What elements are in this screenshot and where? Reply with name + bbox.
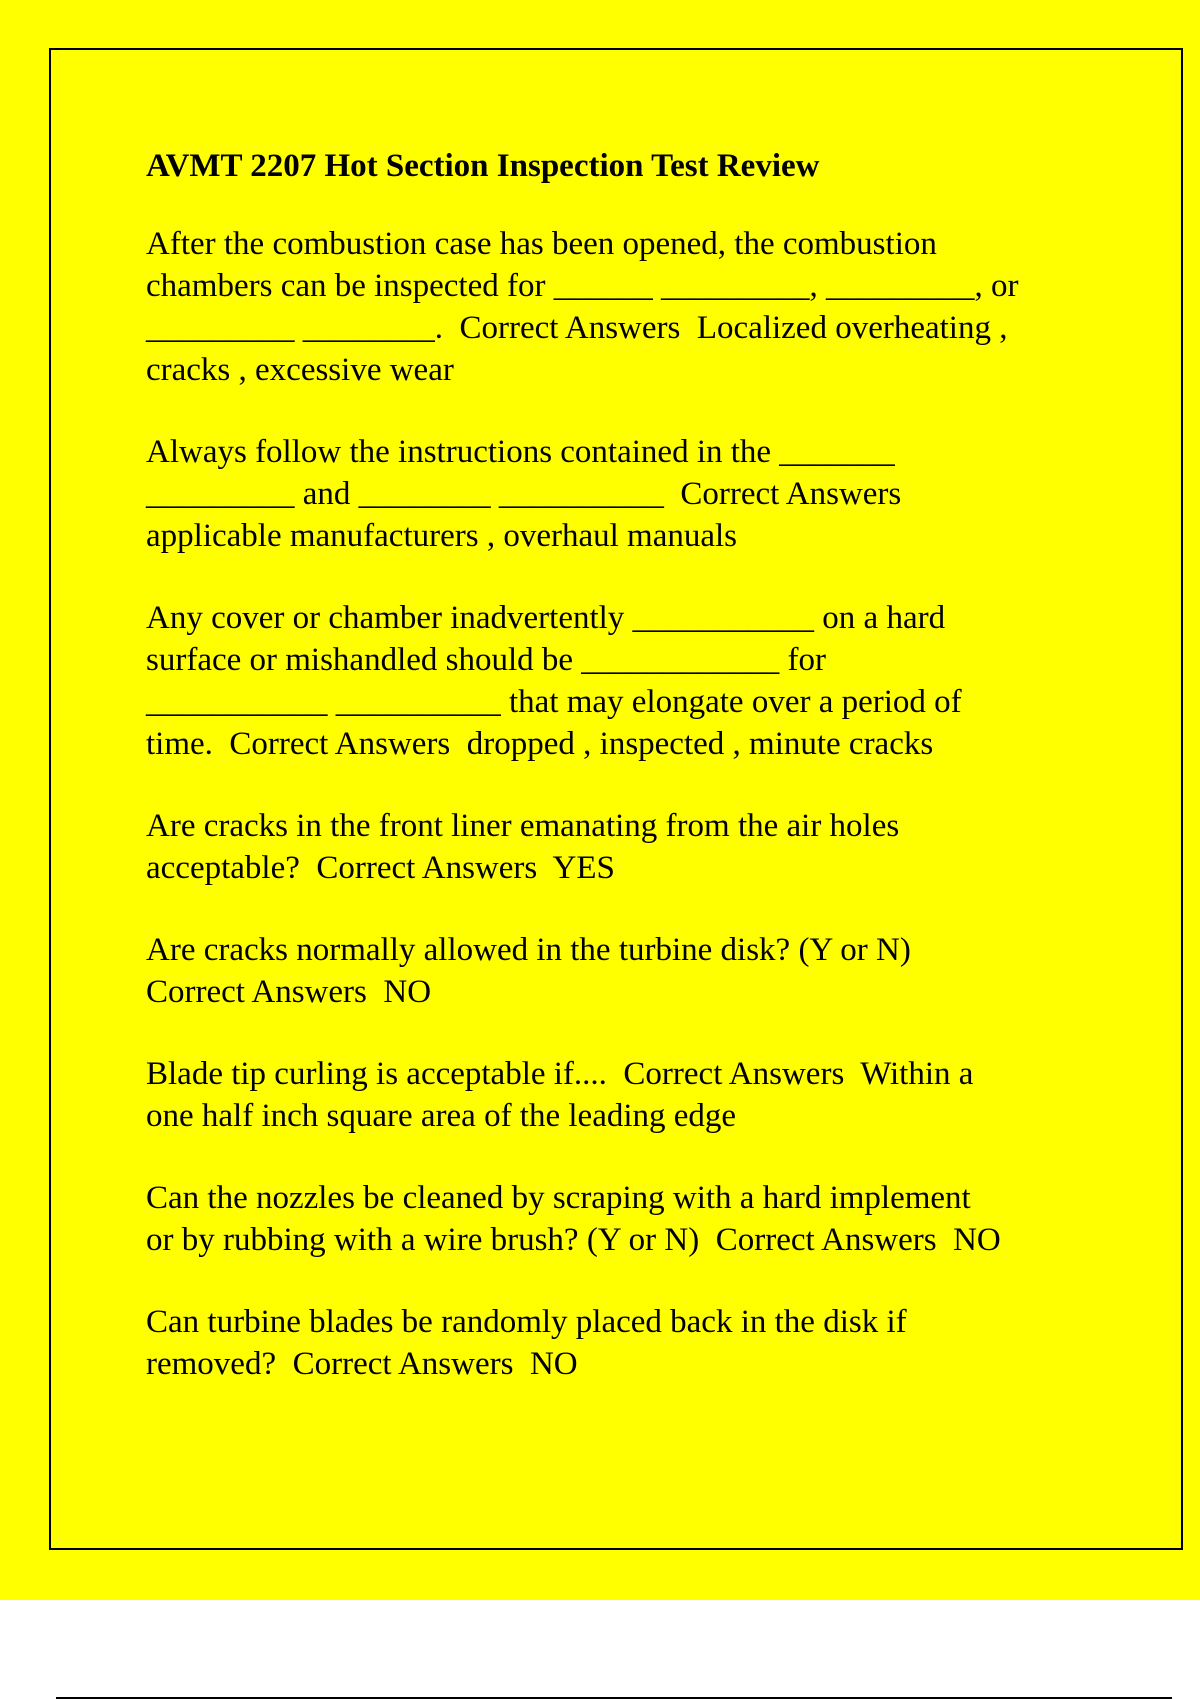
question-line: Can the nozzles be cleaned by scraping with a hard implement <box>146 1180 971 1216</box>
question-line: After the combustion case has been opened, the combustion <box>146 226 937 262</box>
question-line: applicable manufacturers , overhaul manuals <box>146 518 738 554</box>
question-block <box>146 805 1106 889</box>
question-block <box>146 1053 1106 1137</box>
question-line: or by rubbing with a wire brush? (Y or N) Correct Answers NO <box>146 1222 1001 1258</box>
question-line: acceptable? Correct Answers YES <box>146 850 615 886</box>
page-footer-rule <box>56 1697 1172 1699</box>
question-block <box>146 1301 1106 1385</box>
question-line: Are cracks in the front liner emanating from the air holes <box>146 808 900 844</box>
question-line: removed? Correct Answers NO <box>146 1346 578 1382</box>
question-line: chambers can be inspected for ______ _________, _________, or <box>146 268 1019 304</box>
question-line: Can turbine blades be randomly placed back in the disk if <box>146 1304 907 1340</box>
question-line: Correct Answers NO <box>146 974 432 1010</box>
question-line: _________ ________. Correct Answers Localized overheating , <box>146 310 1008 346</box>
question-line: Always follow the instructions contained in the _______ <box>146 434 895 470</box>
question-block <box>146 597 1106 765</box>
question-line: surface or mishandled should be ____________ for <box>146 642 827 678</box>
question-line: time. Correct Answers dropped , inspected , minute cracks <box>146 726 934 762</box>
question-line: Blade tip curling is acceptable if.... Correct Answers Within a <box>146 1056 974 1092</box>
document-title: AVMT 2207 Hot Section Inspection Test Review <box>146 148 820 184</box>
question-line: _________ and ________ __________ Correct Answers <box>146 476 902 512</box>
question-line: one half inch square area of the leading edge <box>146 1098 737 1134</box>
document-content <box>146 145 1106 1425</box>
question-line: Are cracks normally allowed in the turbine disk? (Y or N) <box>146 932 911 968</box>
question-block <box>146 929 1106 1013</box>
question-block <box>146 1177 1106 1261</box>
question-line: Any cover or chamber inadvertently ___________ on a hard <box>146 600 946 636</box>
question-line: ___________ __________ that may elongate over a period of <box>146 684 962 720</box>
question-line: cracks , excessive wear <box>146 352 454 388</box>
question-block <box>146 431 1106 557</box>
question-block <box>146 223 1106 391</box>
